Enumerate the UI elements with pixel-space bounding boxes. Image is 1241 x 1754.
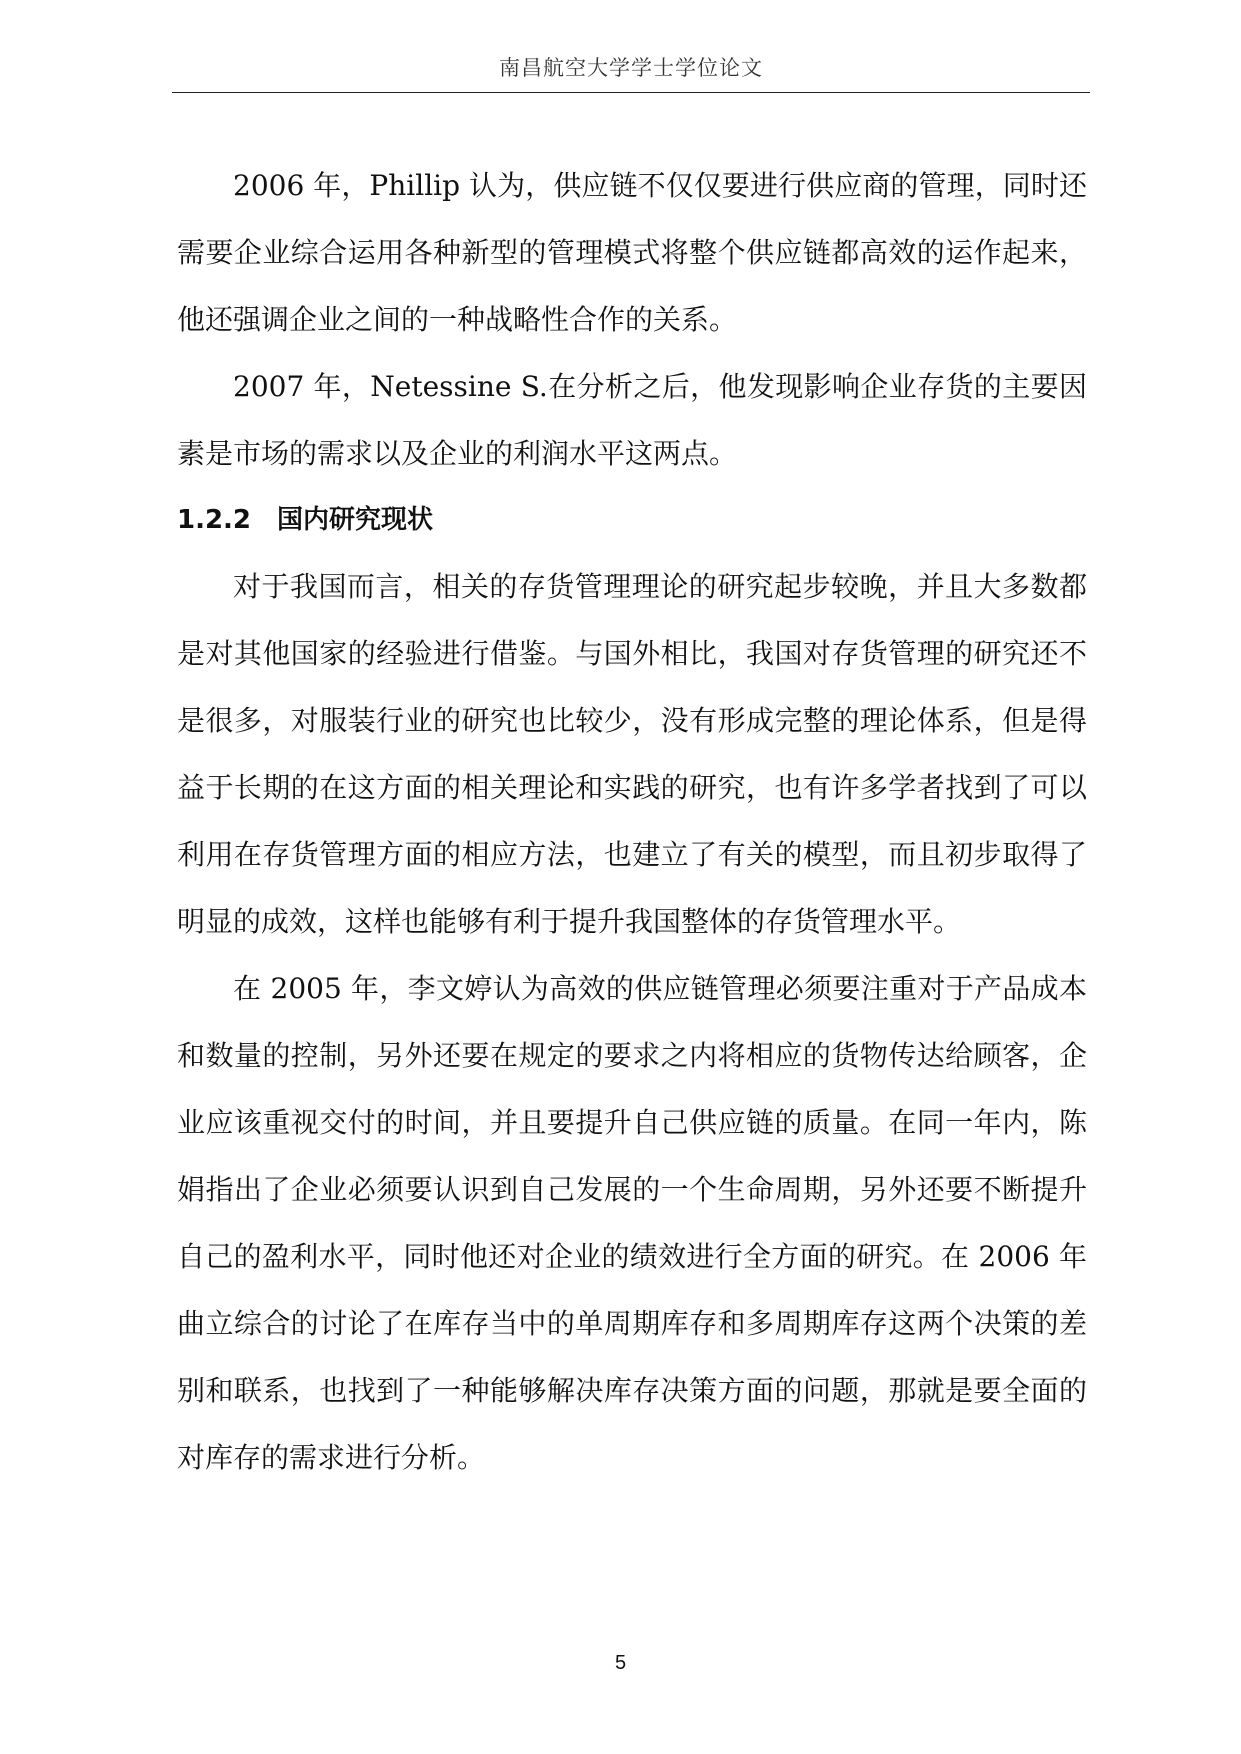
paragraph-domestic-overview: 对于我国而言，相关的存货管理理论的研究起步较晚，并且大多数都是对其他国家的经验进行借鉴。与国外相比，我国对存货管理的研究还不是很多，对服装行业的研究也比较少，没有形成完整的理论体系，但是得益于长期的在这方面的相关理论和实践的研究，也有许多学者找到了可以利用在存货管理方面的相应方法，也建立了有关的模型，而且初步取得了明显的成效，这样也能够有利于提升我国整体的存货管理水平。 <box>177 570 1087 938</box>
paragraph-netessine: 2007 年，Netessine S.在分析之后，他发现影响企业存货的主要因素是市场的需求以及企业的利润水平这两点。 <box>177 370 1087 470</box>
section-title: 国内研究现状 <box>277 505 434 535</box>
paragraph-domestic-scholars: 在 2005 年，李文婷认为高效的供应链管理必须要注重对于产品成本和数量的控制，另外还要在规定的要求之内将相应的货物传达给顾客，企业应该重视交付的时间，并且要提升自己供应链的质量。在同一年内，陈娟指出了企业必须要认识到自己发展的一个生命周期，另外还要不断提升自己的盈利水平，同时他还对企业的绩效进行全方面的研究。在 2006 年曲立综合的讨论了在库存当中的单周期库存和多周期库存这两个决策的差别和联系，也找到了一种能够解决库存决策方面的问题，那就是要全面的对库存的需求进行分析。 <box>177 972 1087 1474</box>
paragraph-phillip: 2006 年，Phillip 认为，供应链不仅仅要进行供应商的管理，同时还需要企业综合运用各种新型的管理模式将整个供应链都高效的运作起来，他还强调企业之间的一种战略性合作的关系。 <box>177 169 1087 336</box>
section-number: 1.2.2 <box>177 505 252 535</box>
document-body <box>177 152 1087 1491</box>
header-title: 南昌航空大学学士学位论文 <box>499 56 763 80</box>
page-header <box>172 50 1090 93</box>
page-number: 5 <box>614 1652 627 1674</box>
section-heading <box>177 487 1087 553</box>
